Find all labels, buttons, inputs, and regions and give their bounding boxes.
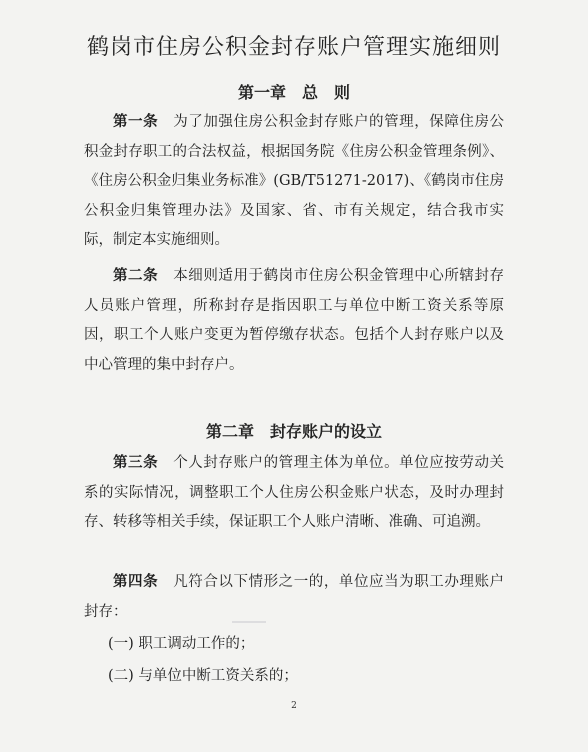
- article-4-label: 第四条: [113, 574, 159, 590]
- scan-mark: [232, 621, 266, 623]
- article-2: [84, 262, 504, 380]
- chapter-1-heading: 第一章 总 则: [237, 83, 350, 102]
- article-2-text: 本细则适用于鹤岗市住房公积金管理中心所辖封存人员账户管理，所称封存是指因职工与单位中断工资关系等原因，职工个人账户变更为暂停缴存状态。包括个人封存账户以及中心管理的集中封存户。: [84, 268, 505, 373]
- article-3: [84, 449, 504, 538]
- list-item-1: (一) 职工调动工作的；: [108, 636, 255, 652]
- article-4: [84, 568, 504, 627]
- article-1-label: 第一条: [113, 114, 159, 130]
- list-item-2: (二) 与单位中断工资关系的；: [108, 668, 298, 684]
- article-4-text: 凡符合以下情形之一的，单位应当为职工办理账户封存：: [84, 574, 505, 620]
- page-number: 2: [291, 701, 297, 711]
- document-title: 鹤岗市住房公积金封存账户管理实施细则: [86, 35, 501, 60]
- article-1: [84, 108, 504, 256]
- article-1-text: 为了加强住房公积金封存账户的管理，保障住房公积金封存职工的合法权益，根据国务院《住房公积金管理条例》、《住房公积金归集业务标准》(GB/T51271-2017)、《鹤岗市住房公积金归集管理办法》及国家、省、市有关规定，结合我市实际，制定本实施细则。: [84, 114, 505, 248]
- article-3-label: 第三条: [113, 455, 159, 471]
- article-3-text: 个人封存账户的管理主体为单位。单位应按劳动关系的实际情况，调整职工个人住房公积金账户状态，及时办理封存、转移等相关手续，保证职工个人账户清晰、准确、可追溯。: [84, 455, 505, 530]
- article-2-label: 第二条: [113, 268, 159, 284]
- chapter-2-heading: 第二章 封存账户的设立: [205, 422, 382, 441]
